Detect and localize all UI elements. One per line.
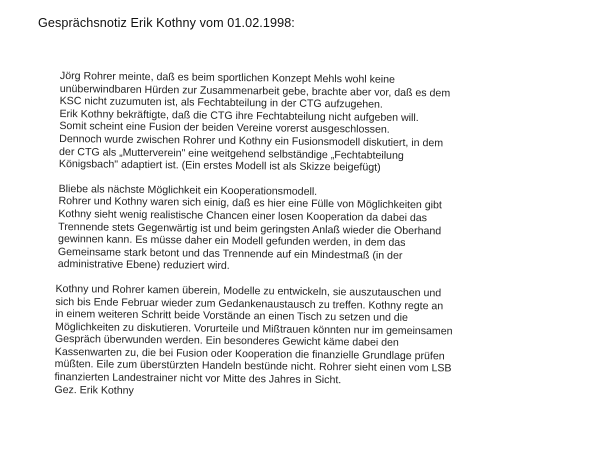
text-line: Gemeinsame stark betont und das Trennende auf ein Mindestmaß (in der [57, 245, 403, 262]
text-line: sich bis Ende Februar wieder zum Gedankenaustausch zu treffen. Kothny regte an [55, 295, 444, 312]
text-line: unüberwindbaren Hürden zur Zusammenarbeit gebe, brachte aber vor, daß es dem [59, 82, 451, 100]
text-line: Trennende stets Gegenwärtig ist und beim geringsten Anlaß wieder die Oberhand [58, 220, 442, 237]
text-line: Rohrer und Kothny waren sich einig, daß es hier eine Fülle von Möglichkeiten gibt [58, 195, 442, 212]
text-line: Königsbach" adaptiert ist. (Ein erstes Modell ist als Skizze beigefügt) [58, 158, 381, 174]
text-line: KSC nicht zuzumuten ist, als Fechtabteilung in der CTG aufzugehen. [59, 95, 383, 111]
text-line: Dennoch wurde zwischen Rohrer und Kothny ein Fusionsmodell diskutiert, in dem [59, 132, 444, 150]
signature: Gez. Erik Kothny [54, 383, 134, 397]
text-line: Kothny und Rohrer kamen überein, Modelle zu entwickeln, sie auszutauschen und [55, 282, 442, 300]
text-line: Erik Kothny bekräftigte, daß die CTG ihre Fechtabteilung nicht aufgeben will. [59, 107, 419, 124]
text-line: der CTG als „Mutterverein" eine weitgehend selbständige „Fechtabteilung [59, 145, 404, 162]
text-line: in einem weiteren Schritt beide Vorstände an einen Tisch zu setzen und die [55, 308, 409, 325]
document-title: Gesprächsnotiz Erik Kothny vom 01.02.1998: [38, 16, 295, 30]
text-line: Möglichkeiten zu diskutieren. Vorurteile und Mißtrauen könnten nur im gemeinsamen [55, 320, 453, 338]
text-line: Somit scheint eine Fusion der beiden Vereine vorerst ausgeschlossen. [59, 120, 390, 137]
text-line: Jörg Rohrer meinte, daß es beim sportlichen Konzept Mehls wohl keine [59, 70, 396, 86]
text-line: Bliebe als nächste Möglichkeit ein Kooperationsmodell. [58, 182, 318, 198]
text-line: administrative Ebene) reduziert wird. [57, 258, 230, 273]
paragraph-vereinbarung [54, 283, 597, 402]
text-line: müßten. Eile zum überstürzten Handeln bestünde nicht. Rohrer sieht einen vom LSB [54, 358, 452, 375]
text-line: Kassenwarten zu, die bei Fusion oder Kooperation die finanzielle Grundlage prüfen [54, 345, 445, 363]
text-line: finanzierten Landestrainer nicht vor Mitte des Jahres in Sicht. [54, 371, 342, 387]
paragraph-kooperation [58, 183, 599, 277]
memo-body [56, 70, 600, 402]
paragraph-fusion [59, 70, 600, 177]
text-line: Kothny sieht wenig realistische Chancen einer losen Kooperation da dabei das [58, 207, 428, 225]
text-line: gewinnen kann. Es müsse daher ein Modell gefunden werden, in dem das [58, 233, 406, 250]
text-line: Gespräch überwunden werden. Ein besonderes Gewicht käme dabei den [54, 333, 399, 350]
